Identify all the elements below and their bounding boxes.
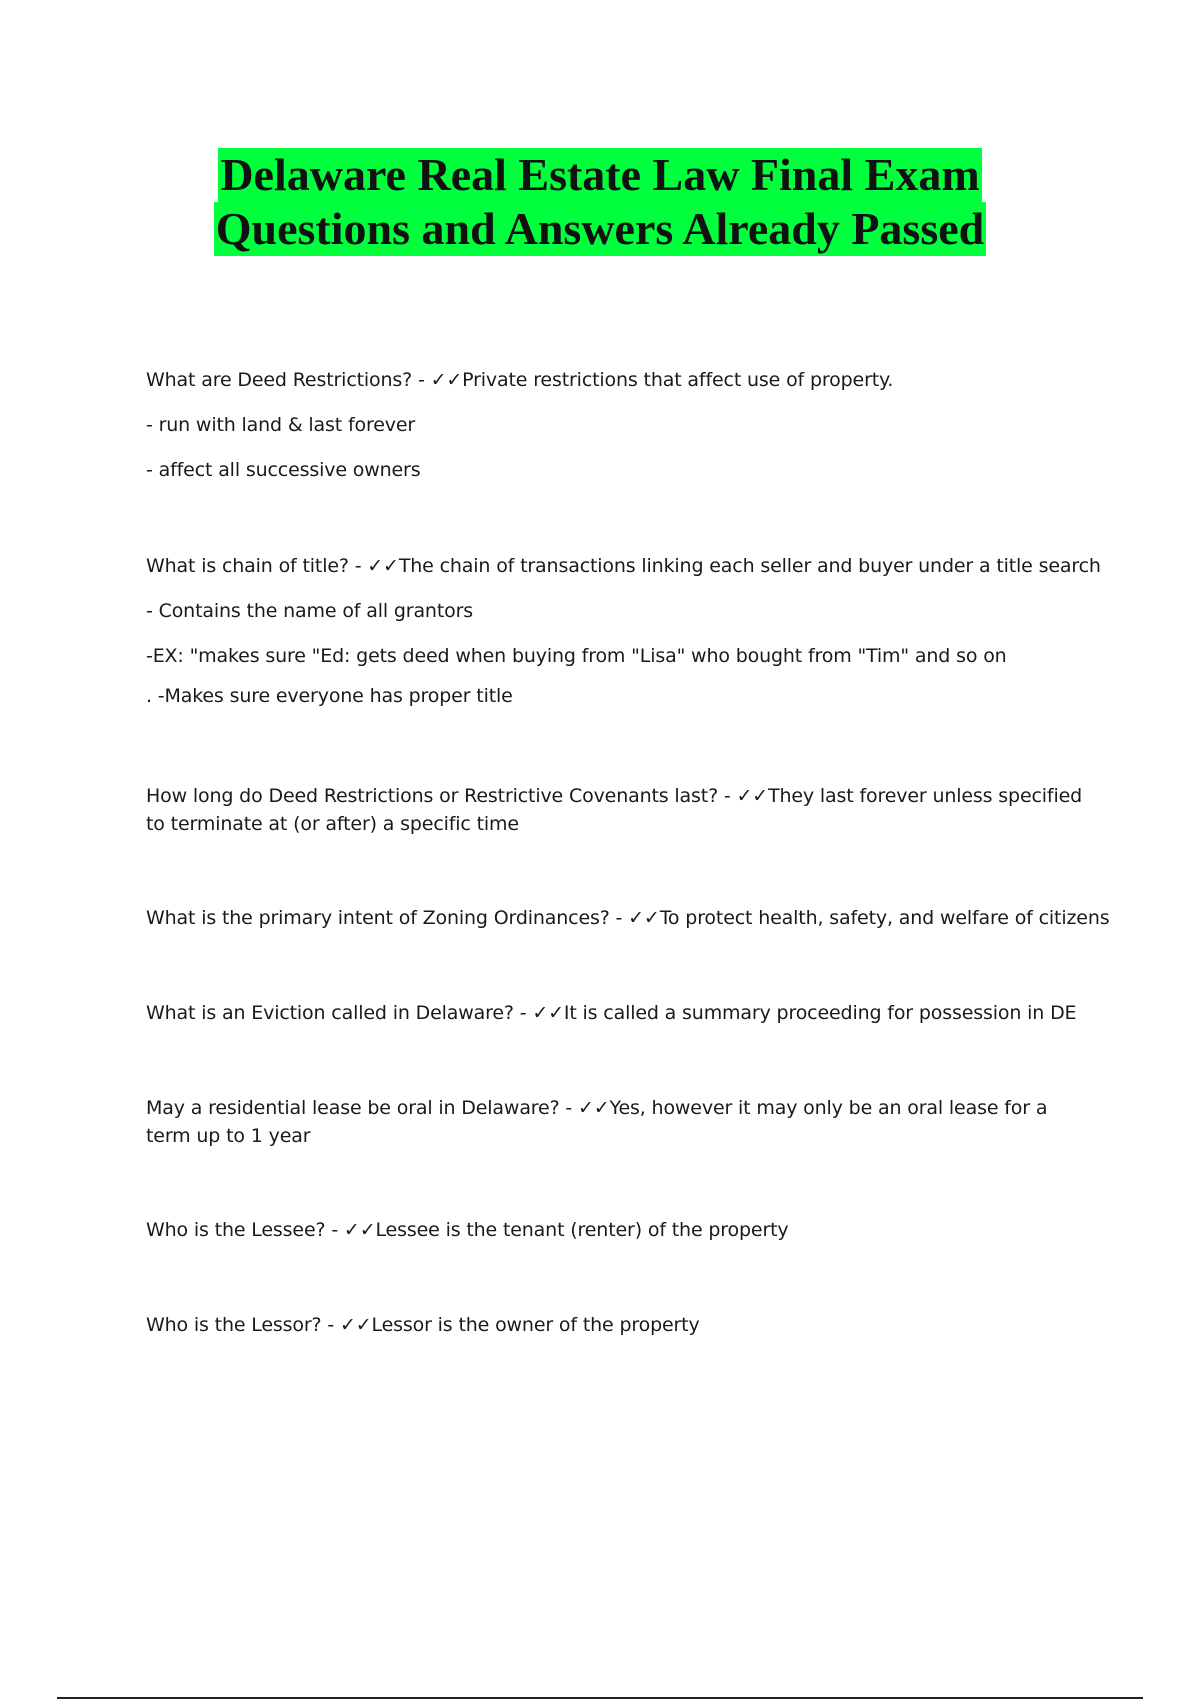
qa-line: -EX: "makes sure "Ed: gets deed when buying from "Lisa" who bought from "Tim" and so on (146, 645, 1007, 667)
qa-item-restriction-duration (146, 782, 1086, 838)
qa-line: - affect all successive owners (146, 459, 421, 481)
qa-line: - Contains the name of all grantors (146, 600, 474, 622)
qa-line: to terminate at (or after) a specific time (146, 813, 519, 835)
qa-line: What is an Eviction called in Delaware? - ✓✓It is called a summary proceeding for possession in DE (146, 1002, 1077, 1024)
qa-item-lessor (146, 1311, 1086, 1339)
qa-item-deed-restrictions (146, 366, 1086, 484)
qa-item-eviction (146, 999, 1086, 1027)
qa-line: What is chain of title? - ✓✓The chain of transactions linking each seller and buyer under a title search (146, 555, 1101, 577)
qa-line: How long do Deed Restrictions or Restrictive Covenants last? - ✓✓They last forever unless specified (146, 785, 1083, 807)
qa-line: - run with land & last forever (146, 414, 416, 436)
qa-line: What is the primary intent of Zoning Ordinances? - ✓✓To protect health, safety, and welfare of citizens (146, 907, 1110, 929)
qa-line: May a residential lease be oral in Delaware? - ✓✓Yes, however it may only be an oral lease for a (146, 1097, 1048, 1119)
document-title (0, 148, 1200, 256)
title-line-1: Delaware Real Estate Law Final Exam (220, 149, 980, 200)
title-line-2: Questions and Answers Already Passed (215, 203, 985, 254)
qa-item-lessee (146, 1216, 1086, 1244)
qa-item-oral-lease (146, 1094, 1086, 1150)
qa-line: . -Makes sure everyone has proper title (146, 685, 513, 707)
qa-line: Who is the Lessor? - ✓✓Lessor is the owner of the property (146, 1314, 700, 1336)
qa-item-chain-of-title (146, 552, 1101, 710)
footer-divider (57, 1697, 1143, 1699)
qa-item-zoning-intent (146, 904, 1110, 932)
qa-line: What are Deed Restrictions? - ✓✓Private restrictions that affect use of property. (146, 369, 894, 391)
qa-line: Who is the Lessee? - ✓✓Lessee is the tenant (renter) of the property (146, 1219, 789, 1241)
qa-line: term up to 1 year (146, 1125, 311, 1147)
